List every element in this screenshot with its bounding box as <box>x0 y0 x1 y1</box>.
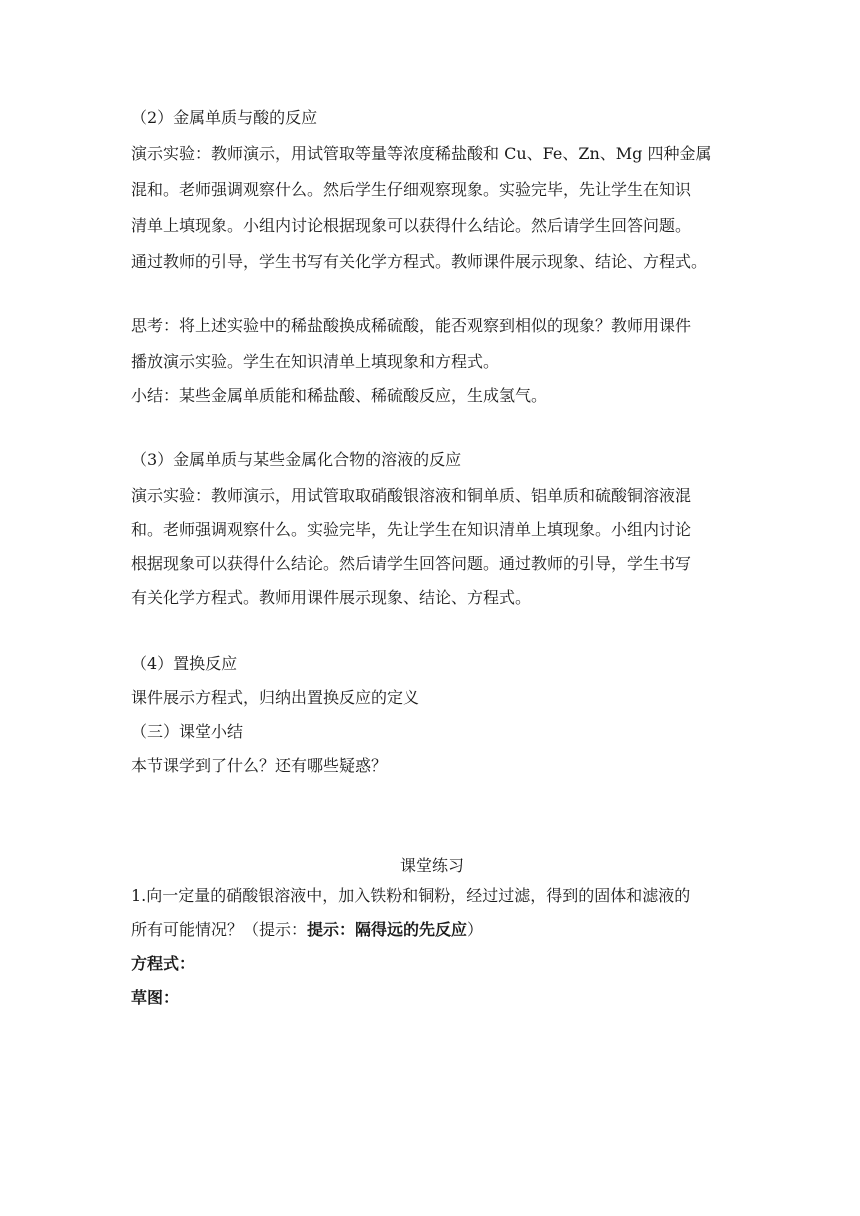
section3-demo-line: 和。老师强调观察什么。实验完毕，先让学生在知识清单上填现象。小组内讨论 <box>131 520 692 539</box>
section2-demo-line: 通过教师的引导，学生书写有关化学方程式。教师课件展示现象、结论、方程式。 <box>131 252 708 271</box>
equation-label: 方程式： <box>131 954 196 973</box>
sketch-label: 草图： <box>131 988 180 1007</box>
section3-heading: （3）金属单质与某些金属化合物的溶液的反应 <box>131 450 462 469</box>
section2-heading: （2）金属单质与酸的反应 <box>131 108 318 127</box>
section2-demo-line: 演示实验：教师演示，用试管取等量等浓度稀盐酸和 Cu、Fe、Zn、Mg 四种金属 <box>131 144 712 163</box>
section4-text: 课件展示方程式，归纳出置换反应的定义 <box>131 688 420 707</box>
q1-prefix: 所有可能情况？（提示： <box>131 920 308 939</box>
exercise-q1-line: 1.向一定量的硝酸银溶液中，加入铁粉和铜粉，经过过滤，得到的固体和滤液的 <box>131 886 691 905</box>
class-summary-heading: （三）课堂小结 <box>131 722 244 741</box>
exercise-q1-line <box>131 920 733 940</box>
section2-summary: 小结：某些金属单质能和稀盐酸、稀硫酸反应，生成氢气。 <box>131 386 548 405</box>
section3-demo-line: 演示实验：教师演示，用试管取取硝酸银溶液和铜单质、铝单质和硫酸铜溶液混 <box>131 486 692 505</box>
exercise-title: 课堂练习 <box>399 856 464 875</box>
q1-hint: 提示：隔得远的先反应 <box>307 920 468 939</box>
section4-heading: （4）置换反应 <box>131 654 238 673</box>
class-summary-text: 本节课学到了什么？还有哪些疑惑？ <box>131 756 388 775</box>
section2-think-line: 思考：将上述实验中的稀盐酸换成稀硫酸，能否观察到相似的现象？教师用课件 <box>131 316 692 335</box>
section3-demo-line: 根据现象可以获得什么结论。然后请学生回答问题。通过教师的引导，学生书写 <box>131 554 692 573</box>
q1-suffix: ） <box>467 920 484 939</box>
section2-think-line: 播放演示实验。学生在知识清单上填现象和方程式。 <box>131 352 500 371</box>
section3-demo-line: 有关化学方程式。教师用课件展示现象、结论、方程式。 <box>131 588 532 607</box>
section2-demo-line: 混和。老师强调观察什么。然后学生仔细观察现象。实验完毕，先让学生在知识 <box>131 180 692 199</box>
section2-demo-line: 清单上填现象。小组内讨论根据现象可以获得什么结论。然后请学生回答问题。 <box>131 216 692 235</box>
